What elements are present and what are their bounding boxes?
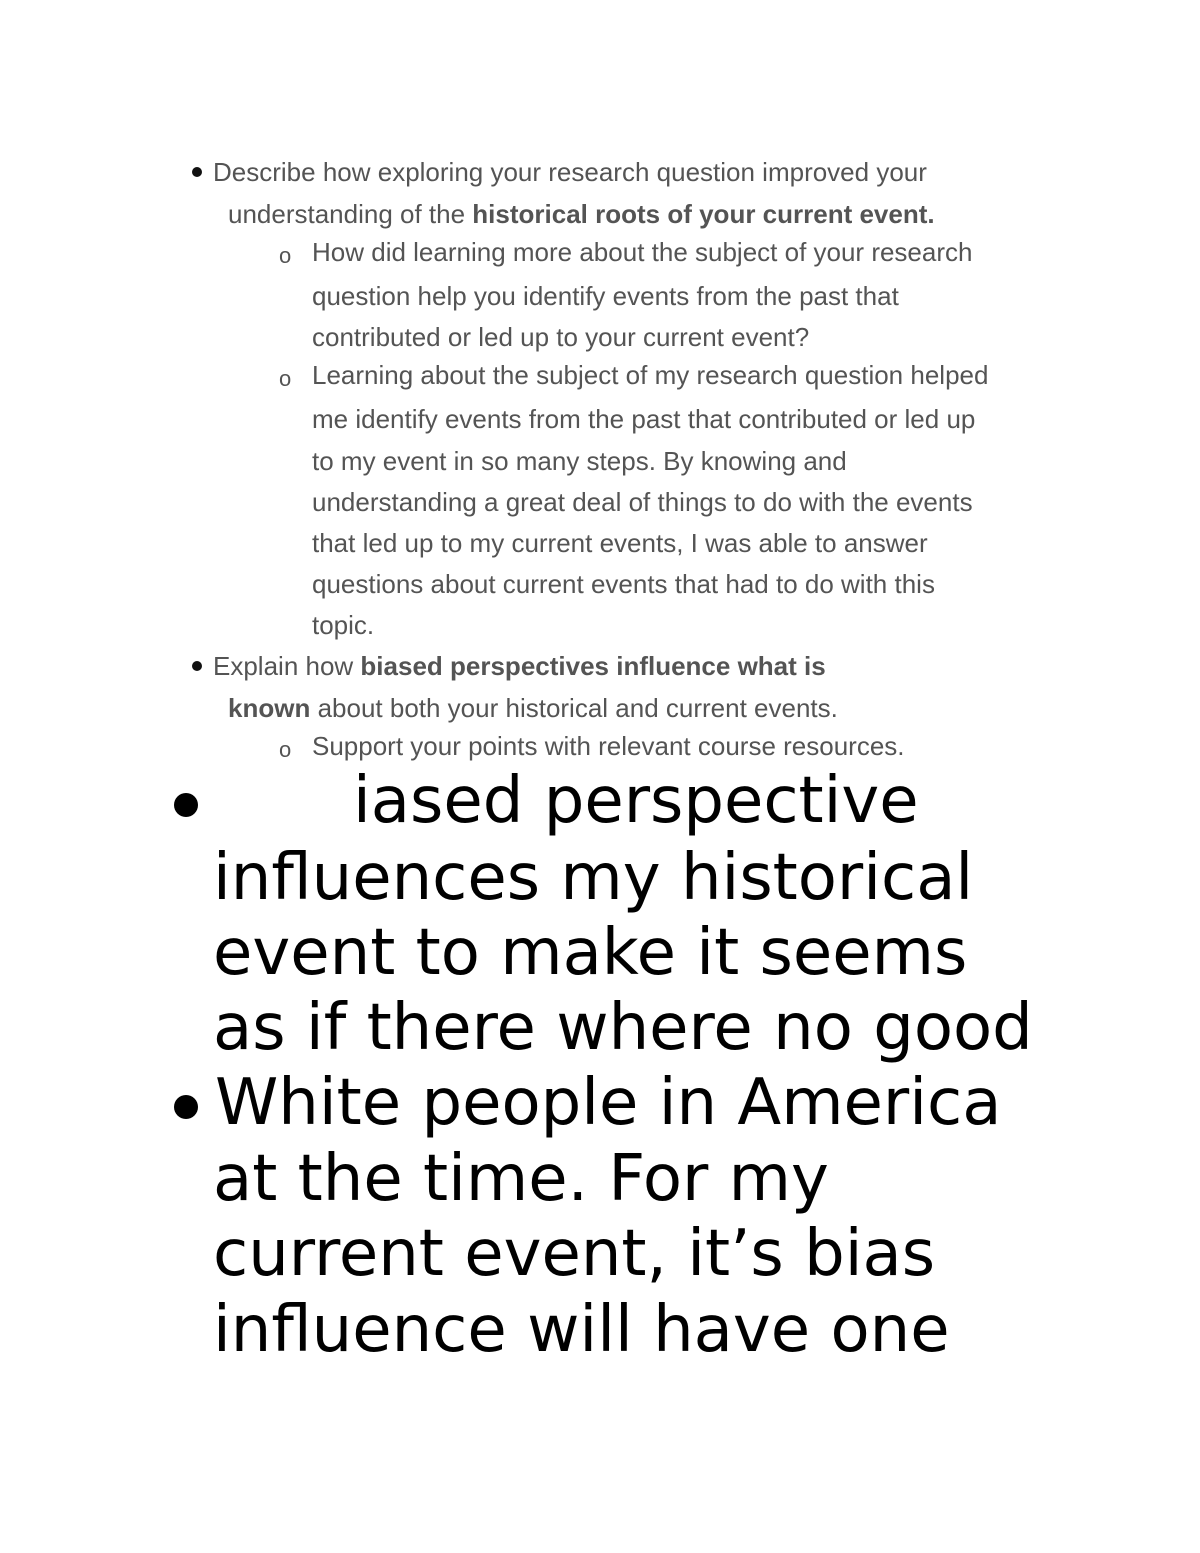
answer-line-3: to my event in so many steps. By knowing and xyxy=(312,446,847,476)
large-bullet-icon xyxy=(174,1095,198,1119)
bullet-icon xyxy=(192,661,202,671)
question-2-emphasis: biased perspectives influence what is xyxy=(360,651,826,681)
large-answer-line-7: current event, it’s bias xyxy=(213,1217,936,1291)
question-2-line-2 xyxy=(228,693,838,723)
large-answer-line-2: influences my historical xyxy=(213,841,974,915)
sub-question-line-1: How did learning more about the subject of your research xyxy=(312,237,973,267)
answer-line-4: understanding a great deal of things to do with the events xyxy=(312,487,973,517)
bullet-icon xyxy=(192,167,202,177)
answer-line-5: that led up to my current events, I was able to answer xyxy=(312,528,928,558)
answer-line-6: questions about current events that had to do with this xyxy=(312,569,935,599)
large-bullet-icon xyxy=(174,793,198,817)
sub-question-2-line-1: Support your points with relevant course resources. xyxy=(312,731,905,761)
answer-line-2: me identify events from the past that contributed or led up xyxy=(312,404,976,434)
question-1-text: understanding of the xyxy=(228,199,473,229)
large-answer-line-8: influence will have one xyxy=(213,1293,950,1367)
sub-bullet-icon: o xyxy=(279,737,292,762)
question-1-emphasis: historical roots of your current event. xyxy=(472,199,935,229)
large-answer-line-1: iased perspective xyxy=(353,764,919,838)
sub-question-line-2: question help you identify events from the past that xyxy=(312,281,899,311)
question-2-text-2: about both your historical and current events. xyxy=(310,693,838,723)
large-answer-line-5: White people in America xyxy=(215,1066,1002,1140)
question-1-line-1: Describe how exploring your research question improved your xyxy=(213,157,927,187)
sub-bullet-icon: o xyxy=(279,243,292,268)
question-2-line-1 xyxy=(213,651,826,681)
question-1-line-2 xyxy=(228,199,935,229)
sub-bullet-icon: o xyxy=(279,366,292,391)
question-2-text: Explain how xyxy=(213,651,361,681)
sub-question-line-3: contributed or led up to your current event? xyxy=(312,322,810,352)
question-2-emphasis-2: known xyxy=(228,693,311,723)
answer-line-7: topic. xyxy=(312,610,375,640)
large-answer-line-3: event to make it seems xyxy=(213,916,968,990)
large-answer-line-4: as if there where no good xyxy=(213,991,1033,1065)
large-answer-line-6: at the time. For my xyxy=(213,1142,829,1216)
answer-line-1: Learning about the subject of my research question helped xyxy=(312,360,989,390)
